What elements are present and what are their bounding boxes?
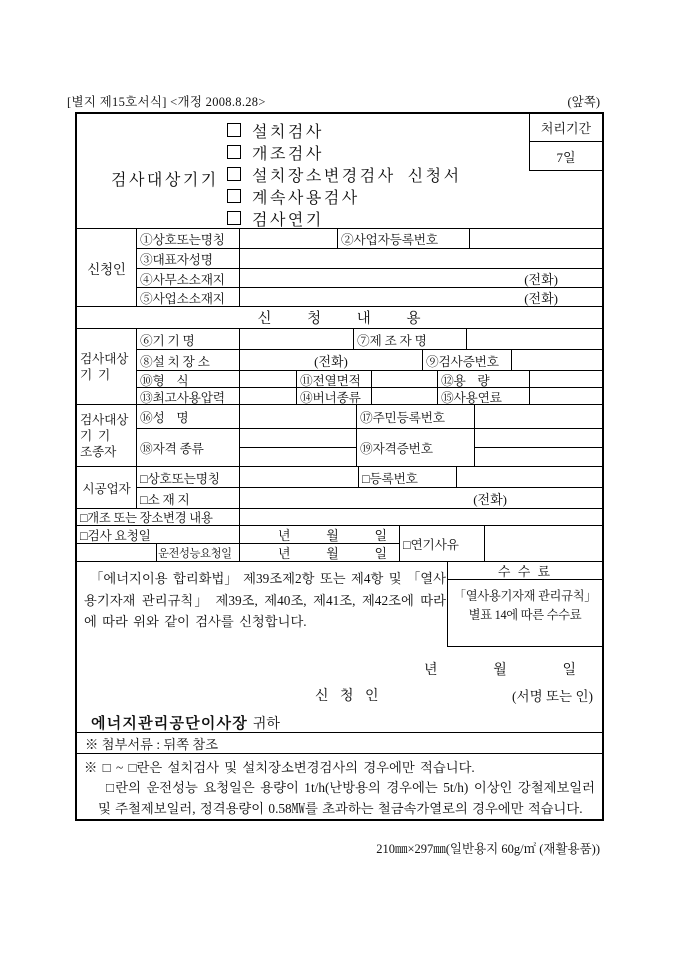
business-name-input[interactable] (240, 229, 338, 248)
subject-label: 검사대상기기 (111, 172, 219, 189)
installer-name-input[interactable] (240, 467, 359, 487)
continued-use-inspection-checkbox[interactable] (227, 189, 241, 203)
operator-section (77, 405, 602, 467)
installer-address-label[interactable]: □소 재 지 (137, 488, 240, 508)
option-remodel (227, 141, 462, 163)
business-phone-label: (전화) (524, 290, 558, 306)
model-type-input[interactable] (240, 371, 297, 387)
resident-no-input[interactable] (475, 405, 602, 428)
recipient-suffix: 귀하 (252, 717, 280, 732)
install-inspection-label: 설치검사 (252, 123, 324, 141)
processing-period-box (529, 114, 602, 171)
month-unit-label: 월 (493, 663, 507, 678)
device-section-label: 검사대상 기 기 (77, 329, 137, 405)
day-unit-label: 일 (374, 546, 387, 561)
modification-label[interactable]: □개조 또는 장소변경 내용 (77, 509, 240, 525)
option-continued-use (227, 185, 462, 207)
manufacturer-input[interactable] (467, 329, 602, 349)
manufacturer-label: ⑦제 조 자 명 (354, 329, 467, 349)
installer-name-label[interactable]: □상호또는명칭 (137, 467, 240, 487)
license-type-input-2[interactable] (240, 448, 357, 467)
install-inspection-checkbox[interactable] (227, 123, 241, 137)
application-form (75, 112, 604, 821)
declaration-date-line (424, 659, 576, 679)
device-name-input[interactable] (240, 329, 354, 349)
applicant-section-label: 신청인 (77, 229, 137, 307)
notes-section (77, 754, 602, 819)
page-side-label: (앞쪽) (567, 95, 600, 109)
device-name-label: ⑥기 기 명 (137, 329, 240, 349)
location-phone-label: (전화) (314, 353, 348, 369)
license-type-label: ⑱자격 종류 (137, 429, 240, 467)
license-no-input-1[interactable] (475, 429, 602, 448)
day-unit-label: 일 (562, 663, 576, 678)
recipient-line (91, 712, 280, 733)
installer-section (77, 467, 602, 509)
performance-note: □란의 운전성능 요청일은 용량이 1t/h(난방용의 경우에는 5t/h) 이상인 강철제보일러 및 주철제보일러, 정격용량이 0.58㎿를 초과하는 철금속가열로의 경우에만 적습니다. (98, 780, 595, 816)
inspection-cert-no-label: ⑨검사증번호 (423, 350, 512, 370)
performance-request-date-input[interactable] (240, 544, 400, 562)
representative-input[interactable] (240, 249, 602, 268)
install-location-label: ⑧설 치 장 소 (137, 350, 240, 370)
inspection-postpone-label: 검사연기 (252, 211, 324, 229)
business-address-input[interactable] (240, 288, 602, 306)
applicant-section (77, 229, 602, 307)
max-pressure-input[interactable] (240, 388, 297, 404)
year-unit-label: 년 (424, 663, 438, 678)
application-suffix-label: 신청서 (407, 167, 462, 185)
option-relocation (227, 163, 462, 185)
business-name-label: ①상호또는명칭 (137, 229, 240, 248)
inspection-request-date-label[interactable]: □검사 요청일 (77, 526, 240, 544)
inspection-options (227, 119, 462, 229)
postpone-reason-input[interactable] (485, 526, 602, 562)
option-postpone (227, 207, 462, 229)
burner-type-input[interactable] (372, 388, 438, 404)
declaration-text: 「에너지이용 합리화법」 제39조제2항 또는 제4항 및 「열사용기자재 관리규칙」 제39조, 제40조, 제41조, 제42조에 따라 에 따라 위와 같이 검사를 신청합니다. (84, 571, 446, 629)
remodel-inspection-checkbox[interactable] (227, 145, 241, 159)
heating-area-input[interactable] (372, 371, 438, 387)
license-type-input-1[interactable] (240, 429, 357, 448)
max-pressure-label: ⑬최고사용압력 (137, 388, 240, 404)
performance-request-date-label: 운전성능요청일 (157, 544, 240, 562)
year-unit-label: 년 (278, 528, 291, 543)
application-content-header: 신 청 내 용 (77, 307, 602, 329)
remodel-inspection-label: 개조검사 (252, 145, 324, 163)
signature-note: (서명 또는 인) (512, 689, 593, 704)
business-reg-no-label: ②사업자등록번호 (338, 229, 470, 248)
office-address-label: ④사무소소재지 (137, 269, 240, 287)
postpone-reason-label[interactable]: □연기사유 (400, 526, 485, 562)
day-unit-label: 일 (374, 528, 387, 543)
operator-name-input[interactable] (240, 405, 357, 428)
installer-address-input[interactable] (240, 488, 602, 508)
model-type-label: ⑩형 식 (137, 371, 240, 387)
option-install (227, 119, 462, 141)
paper-spec: 210㎜×297㎜(일반용지 60g/㎡ (재활용품)) (376, 842, 600, 856)
request-date-section (77, 526, 602, 562)
installer-phone-label: (전화) (473, 491, 507, 507)
title-section (77, 114, 602, 229)
attachment-note-row (77, 733, 602, 754)
installer-section-label: 시공업자 (77, 467, 137, 509)
fee-body: 「열사용기자재 관리규칙」 별표 14에 따른 수수료 (453, 589, 597, 622)
install-location-input[interactable] (240, 350, 423, 370)
relocation-inspection-checkbox[interactable] (227, 167, 241, 181)
operator-name-label: ⑯성 명 (137, 405, 240, 428)
applicant-signature-label: 신 청 인 (315, 689, 383, 704)
attachment-note: ※ 첨부서류 : 뒤쪽 참조 (85, 736, 219, 752)
license-no-input-2[interactable] (475, 448, 602, 467)
year-unit-label: 년 (278, 546, 291, 561)
form-reference: [별지 제15호서식] <개정 2008.8.28> (67, 95, 266, 109)
capacity-input[interactable] (530, 371, 602, 387)
installer-reg-no-label[interactable]: □등록번호 (359, 467, 457, 487)
resident-no-label: ⑰주민등록번호 (357, 405, 475, 428)
office-address-input[interactable] (240, 269, 602, 287)
representative-label: ③대표자성명 (137, 249, 240, 268)
declaration-section (77, 562, 602, 733)
fee-title: 수 수 료 (448, 562, 602, 580)
office-phone-label: (전화) (524, 271, 558, 287)
processing-period-value: 7일 (556, 149, 576, 165)
capacity-label: ⑫용 량 (438, 371, 530, 387)
processing-period-label: 처리기간 (530, 114, 602, 142)
business-address-label: ⑤사업소소재지 (137, 288, 240, 306)
operator-section-label: 검사대상 기 기 조종자 (77, 405, 137, 467)
business-reg-no-input[interactable] (470, 229, 602, 248)
inspection-postpone-checkbox[interactable] (227, 211, 241, 225)
installer-reg-no-input[interactable] (457, 467, 602, 487)
relocation-inspection-label: 설치장소변경검사 (252, 167, 396, 185)
fuel-label: ⑮사용연료 (438, 388, 530, 404)
inspection-cert-no-input[interactable] (512, 350, 602, 370)
usage-note: ※ □ ~ □란은 설치검사 및 설치장소변경검사의 경우에만 적습니다. (84, 760, 475, 775)
continued-use-inspection-label: 계속사용검사 (252, 189, 360, 207)
month-unit-label: 월 (326, 546, 339, 561)
month-unit-label: 월 (326, 528, 339, 543)
license-no-label: ⑲자격증번호 (357, 429, 475, 467)
fuel-input[interactable] (530, 388, 602, 404)
burner-type-label: ⑭버너종류 (297, 388, 372, 404)
heating-area-label: ⑪전열면적 (297, 371, 372, 387)
device-section (77, 329, 602, 405)
request-spacer-cell (77, 544, 157, 562)
inspection-request-date-input[interactable] (240, 526, 400, 544)
modification-input[interactable] (240, 509, 602, 525)
recipient-title: 에너지관리공단이사장 (91, 716, 248, 732)
fee-box (447, 562, 602, 647)
modification-row (77, 509, 602, 526)
